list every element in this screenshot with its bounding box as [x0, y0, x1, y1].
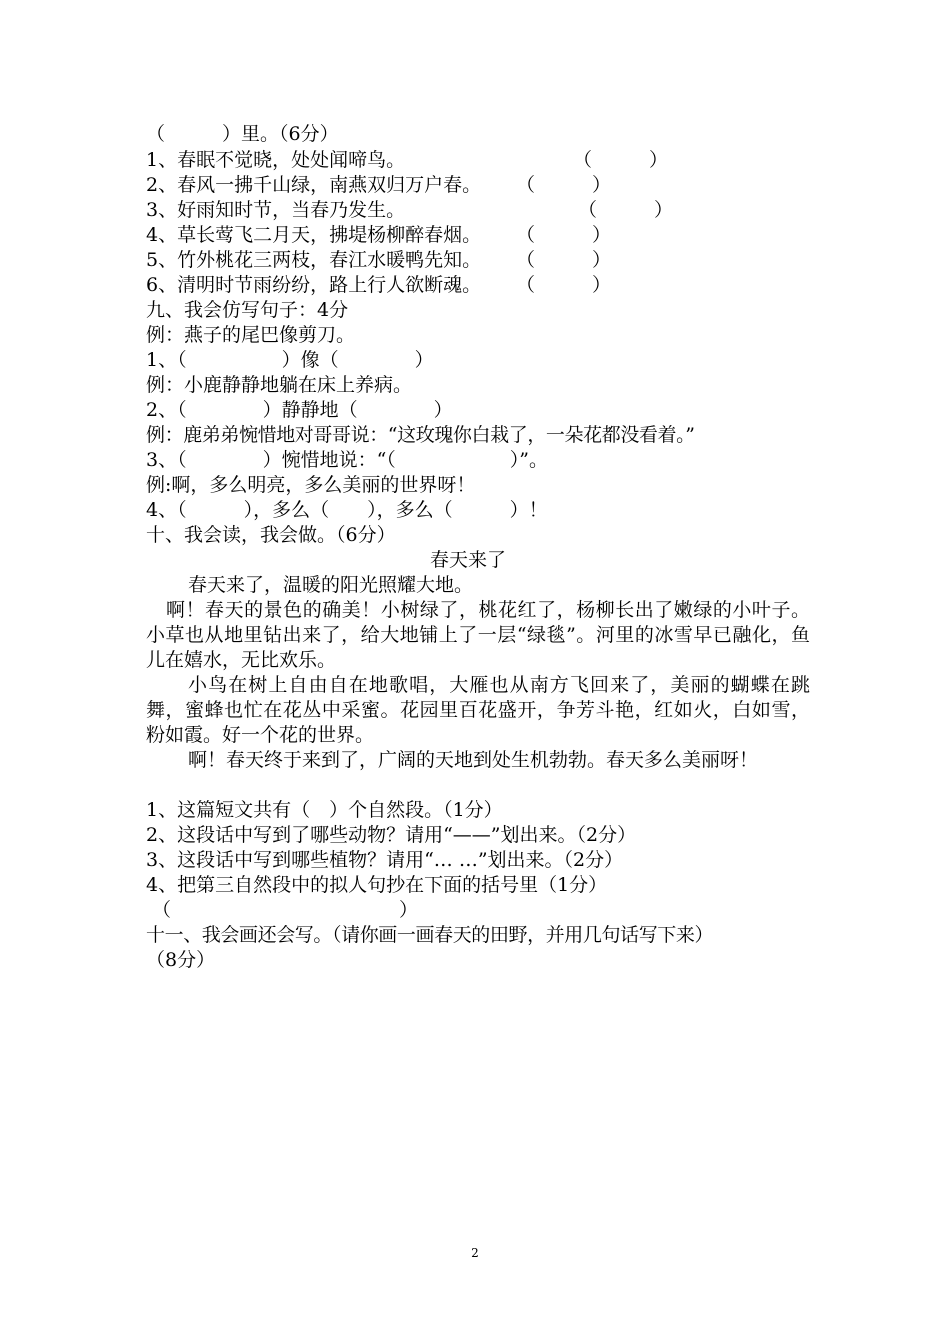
poem-item-3-blank: （ ） [578, 199, 674, 221]
section11-heading: 十一、我会画还会写。（请你画一画春天的田野，并用几句话写下来） [146, 924, 714, 946]
question-2: 2、这段话中写到了哪些动物？请用“——”划出来。（2分） [146, 824, 637, 846]
poem-item-1-blank: （ ） [573, 149, 669, 171]
poem-item-4: 4、草长莺飞二月天，拂堤杨柳醉春烟。 [146, 224, 482, 246]
answer-blank: （ ） [152, 899, 419, 921]
poem-item-2: 2、春风一拂千山绿，南燕双归万户春。 [146, 174, 482, 196]
story-title: 春天来了 [430, 549, 507, 571]
poem-item-5: 5、竹外桃花三两枝，春江水暖鸭先知。 [146, 249, 482, 271]
poem-item-2-blank: （ ） [516, 174, 612, 196]
poem-item-6: 6、清明时节雨纷纷，路上行人欲断魂。 [146, 274, 482, 296]
poem-item-5-blank: （ ） [516, 249, 612, 271]
story-paragraph-1: 春天来了，温暖的阳光照耀大地。 [188, 574, 474, 596]
example-sentence-1: 例：燕子的尾巴像剪刀。 [146, 324, 356, 346]
story-paragraph-3: 小鸟在树上自由自在地歌唱，大雁也从南方飞回来了，美丽的蝴蝶在跳舞，蜜蜂也忙在花丛中采蜜。花园里百花盛开，争芳斗艳，红如火，白如雪，粉如霞。好一个花的世界。 [146, 674, 810, 746]
imitation-item-1: 1、（ ）像（ ） [146, 349, 434, 371]
poem-item-6-blank: （ ） [516, 274, 612, 296]
poem-item-4-blank: （ ） [516, 224, 612, 246]
section9-heading: 九、我会仿写句子：4分 [146, 299, 349, 321]
page-number: 2 [471, 1246, 479, 1260]
poem-item-3: 3、好雨知时节，当春乃发生。 [146, 199, 406, 221]
imitation-item-4: 4、（ ），多么（ ），多么（ ）！ [146, 499, 548, 521]
imitation-item-3: 3、（ ）惋惜地说：“（ ）”。 [146, 449, 549, 471]
poem-item-1: 1、春眠不觉晓，处处闻啼鸟。 [146, 149, 406, 171]
imitation-item-2: 2、（ ）静静地（ ） [146, 399, 453, 421]
example-sentence-3: 例：鹿弟弟惋惜地对哥哥说：“这玫瑰你白栽了，一朵花都没看着。” [146, 424, 695, 446]
example-sentence-4: 例:啊，多么明亮，多么美丽的世界呀！ [146, 474, 476, 496]
question-4: 4、把第三自然段中的拟人句抄在下面的括号里（1分） [146, 874, 608, 896]
story-paragraph-2: 啊！春天的景色的确美！小树绿了，桃花红了，杨柳长出了嫩绿的小叶子。小草也从地里钻出来了，给大地铺上了一层“绿毯”。河里的冰雪早已融化，鱼儿在嬉水，无比欢乐。 [146, 599, 810, 671]
section11-score: （8分） [146, 949, 216, 971]
section8-tail: （ ）里。（6分） [146, 123, 339, 145]
question-1: 1、这篇短文共有（ ）个自然段。（1分） [146, 799, 503, 821]
section10-heading: 十、我会读，我会做。（6分） [146, 524, 396, 546]
example-sentence-2: 例：小鹿静静地躺在床上养病。 [146, 374, 413, 396]
question-3: 3、这段话中写到哪些植物？请用“… …”划出来。（2分） [146, 849, 624, 871]
story-paragraph-4: 啊！春天终于来到了，广阔的天地到处生机勃勃。春天多么美丽呀！ [188, 749, 759, 771]
